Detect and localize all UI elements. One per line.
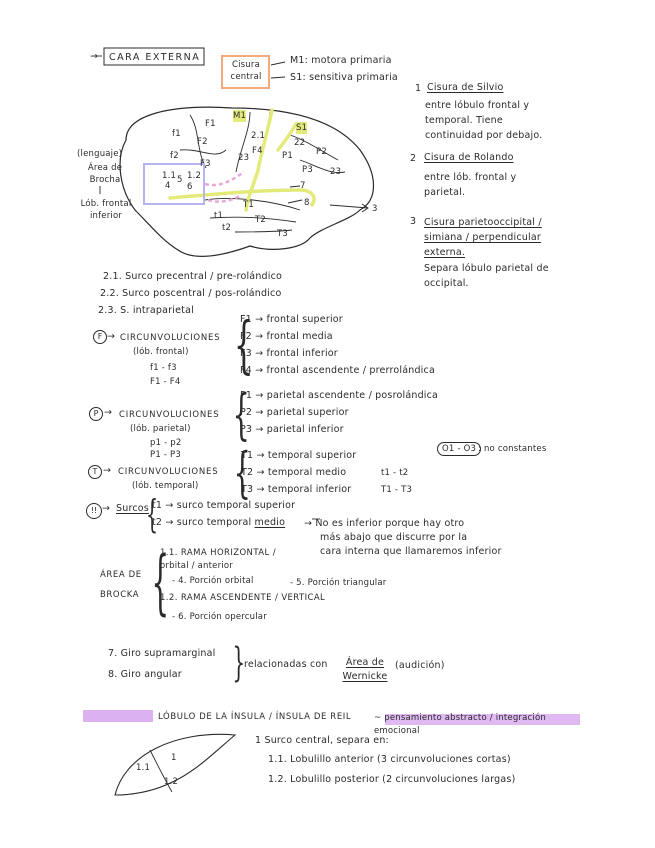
broca-title: ÁREA DE BROCKA	[100, 570, 142, 600]
insula-highlight: ~ pensamiento abstracto / integración emocional	[374, 713, 546, 736]
frontal-range2: F1 - F4	[150, 377, 181, 387]
surco-note-2: más abajo que discurre por la	[320, 532, 468, 543]
brain-label-3: 3	[372, 204, 378, 214]
area-broca-label: Área de Brocha	[87, 163, 123, 185]
brain-label-4: 4	[165, 181, 171, 191]
temporal-title: CIRCUNVOLUCIONES	[118, 467, 219, 477]
parietal-item-3: P3 → parietal inferior	[240, 424, 344, 435]
broca-r1b: orbital / anterior	[160, 561, 233, 571]
lob-frontal-label: Lób. frontal inferior	[80, 199, 132, 221]
brain-label-f1a: f1	[172, 129, 181, 139]
surcos-marker: !!	[86, 503, 102, 519]
temporal-brace: {	[233, 441, 251, 504]
frontal-sub: (lób. frontal)	[133, 347, 189, 357]
brain-label-12: 1.2	[187, 171, 202, 181]
broca-r1c: - 4. Porción orbital	[172, 576, 254, 586]
giros-rel: relacionadas con	[244, 659, 328, 670]
lenguaje-label: (lenguaje)	[77, 149, 123, 159]
brain-label-f2: F2	[197, 137, 208, 147]
surco-note-1: → No es inferior porque hay otro	[304, 518, 465, 529]
parietal-range1: p1 - p2	[150, 438, 182, 448]
surco-t2-text: t2 → surco temporal	[152, 517, 255, 528]
brain-label-t1-small: t1	[214, 211, 224, 221]
brain-label-11: 1.1	[162, 171, 177, 181]
parietal-sub: (lób. parietal)	[130, 424, 191, 434]
parietal-item-2: P2 → parietal superior	[240, 407, 349, 418]
m1-label: M1: motora primaria	[290, 55, 392, 66]
parietal-marker: P	[89, 407, 103, 421]
surco-note-3: cara interna que llamaremos inferior	[320, 546, 502, 557]
frontal-range1: f1 - f3	[150, 363, 177, 373]
temporal-item-1: T1 → temporal superior	[241, 450, 357, 461]
frontal-item-3: F3 → frontal inferior	[240, 348, 338, 359]
brain-label-6: 6	[187, 182, 193, 192]
brain-label-t1: T1	[243, 200, 255, 210]
cisura-2-num: 2	[410, 153, 417, 164]
insula-line-1: 1 Surco central, separa en:	[255, 735, 389, 746]
cisura-3-desc: Separa lóbulo parietal de occipital.	[424, 263, 549, 289]
surco-t2-medio: medio	[254, 517, 286, 528]
giro-7: 7. Giro supramarginal	[108, 648, 216, 659]
temporal-arrow: →	[103, 465, 112, 476]
brain-label-t2: T2	[255, 215, 267, 225]
brain-label-p3: P3	[302, 165, 313, 175]
surco-21: 2.1. Surco precentral / pre-rolándico	[103, 271, 283, 282]
surcos-label: Surcos	[116, 503, 149, 514]
leaf-label-12: 1.2	[164, 777, 179, 787]
giros-area: Área de Wernicke	[342, 657, 388, 682]
insula-line-2: 1.1. Lobulillo anterior (3 circunvoluciones cortas)	[268, 754, 511, 765]
surco-t1: t1 → surco temporal superior	[152, 500, 296, 511]
frontal-title: CIRCUNVOLUCIONES	[120, 333, 221, 343]
broca-r2b: - 6. Porción opercular	[172, 612, 267, 622]
insula-line-3: 1.2. Lobulillo posterior (2 circunvoluciones largas)	[268, 774, 516, 785]
brain-label-f2b: f2	[170, 151, 179, 161]
broca-r2: 1.2. RAMA ASCENDENTE / VERTICAL	[160, 593, 326, 603]
temporal-item-3: T3 → temporal inferior	[241, 484, 352, 495]
frontal-item-2: F2 → frontal media	[240, 331, 333, 342]
temporal-sub: (lób. temporal)	[132, 481, 199, 491]
s1-label: S1: sensitiva primaria	[290, 72, 398, 83]
brain-label-22: 22	[294, 138, 306, 148]
cisura-3-num: 3	[410, 216, 417, 227]
broca-r1d: - 5. Porción triangular	[290, 578, 387, 588]
frontal-arrow: →	[107, 331, 116, 342]
brain-label-7: 7	[300, 181, 306, 191]
cisura-central-label: Cisura central	[230, 60, 262, 82]
parietal-note: : no constantes	[478, 444, 547, 454]
leaf-label-1: 1	[171, 753, 177, 763]
surcos-arrow: →	[102, 503, 111, 514]
surco-23: 2.3. S. intraparietal	[98, 305, 194, 316]
brain-label-t2-small: t2	[222, 223, 232, 233]
brain-label-s1: S1	[296, 123, 308, 133]
frontal-item-1: F1 → frontal superior	[240, 314, 343, 325]
parietal-range2: P1 - P3	[150, 450, 181, 460]
brain-label-f4: F4	[252, 146, 263, 156]
cisura-1-title: Cisura de Silvio	[427, 82, 504, 93]
parietal-note-circle: O1 - O3	[437, 442, 481, 456]
broca-r1: 1.1. RAMA HORIZONTAL /	[160, 548, 276, 558]
brain-label-f3: F3	[200, 159, 211, 169]
parietal-title: CIRCUNVOLUCIONES	[119, 410, 220, 420]
giros-brace: }	[232, 640, 246, 686]
frontal-marker: F	[93, 330, 107, 344]
giros-audicion: (audición)	[395, 660, 445, 671]
brain-label-21: 2.1	[251, 131, 266, 141]
brain-label-f1-top: F1	[205, 119, 216, 129]
parietal-arrow: →	[104, 407, 113, 418]
brain-label-p1: P1	[282, 151, 293, 161]
broca-brace: {	[151, 541, 170, 623]
temporal-side2: T1 - T3	[381, 485, 413, 495]
giro-8: 8. Giro angular	[108, 669, 182, 680]
cisura-3-title: Cisura parietooccipital / simiana / perpendicular externa.	[424, 217, 542, 258]
parietal-brace: {	[232, 383, 250, 446]
surco-t2	[152, 517, 285, 529]
parietal-item-1: P1 → parietal ascendente / posrolándica	[240, 390, 439, 401]
page-title: CARA EXTERNA	[109, 52, 201, 63]
surco-22: 2.2. Surco poscentral / pos-rolándico	[100, 288, 282, 299]
insula-title: LÓBULO DE LA ÍNSULA / ÍNSULA DE REIL	[158, 712, 352, 722]
brain-label-p2: P2	[316, 147, 327, 157]
brain-label-5: 5	[177, 175, 183, 185]
cisura-1-num: 1	[415, 83, 422, 94]
surcos-brace: {	[146, 492, 159, 536]
brain-label-m1: M1	[233, 111, 247, 121]
cisura-1-desc: entre lóbulo frontal y temporal. Tiene continuidad por debajo.	[425, 100, 543, 141]
temporal-item-2: T2 → temporal medio	[241, 467, 347, 478]
cisura-2-desc: entre lób. frontal y parietal.	[424, 172, 517, 198]
cisura-2-title: Cisura de Rolando	[424, 152, 514, 163]
leaf-label-11: 1.1	[136, 763, 151, 773]
brain-label-8: 8	[304, 198, 310, 208]
brain-label-t3: T3	[277, 229, 289, 239]
brain-label-23: 23	[238, 153, 250, 163]
brain-label-23b: 23	[330, 167, 342, 177]
frontal-brace: {	[233, 308, 254, 381]
frontal-item-4: F4 → frontal ascendente / prerrolándica	[240, 365, 435, 376]
temporal-side1: t1 - t2	[381, 468, 409, 478]
title-arrow: →	[90, 51, 99, 62]
temporal-marker: T	[88, 465, 102, 479]
